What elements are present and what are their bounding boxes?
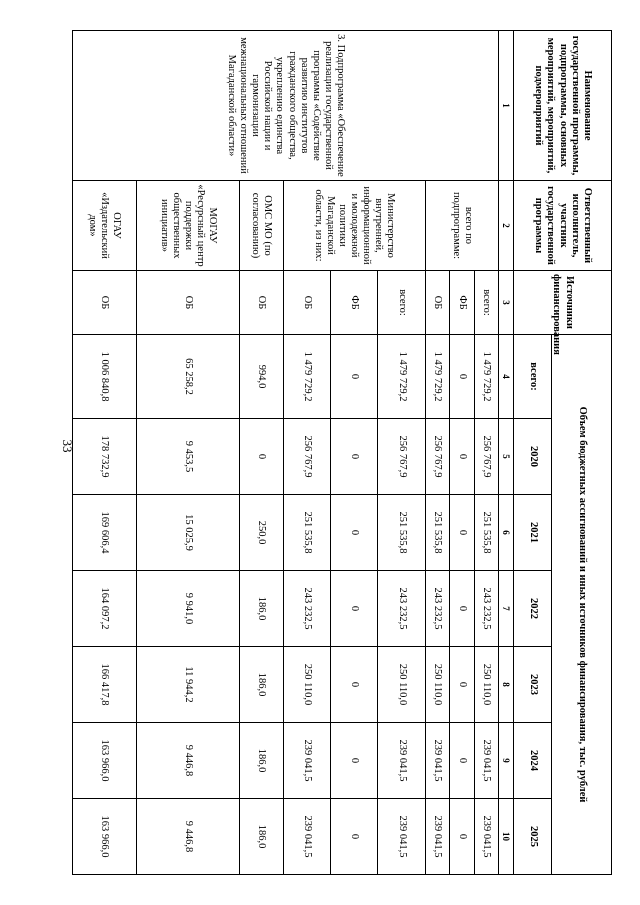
value-cell: 163 966,0 [73,799,137,875]
header-year-2023: 2023 [514,647,552,723]
value-cell: 0 [450,335,474,419]
value-cell: 243 232,5 [425,571,449,647]
column-number: 7 [499,571,514,647]
column-number: 3 [499,271,514,335]
value-cell: 0 [450,647,474,723]
source-cell: ОБ [73,271,137,335]
value-cell: 163 966,0 [73,723,137,799]
header-source: Источники финансирования [514,271,612,335]
value-cell: 186,0 [239,647,283,723]
executor-cell: ОГАУ «Издательский дом» [73,181,137,271]
header-year-total: всего: [514,335,552,419]
column-number: 9 [499,723,514,799]
value-cell: 166 417,8 [73,647,137,723]
value-cell: 0 [330,571,377,647]
value-cell: 65 258,2 [136,335,239,419]
value-cell: 9 446,8 [136,799,239,875]
value-cell: 250 110,0 [474,647,498,723]
value-cell: 239 041,5 [283,799,330,875]
value-cell: 1 006 840,8 [73,335,137,419]
header-year-2024: 2024 [514,723,552,799]
value-cell: 994,0 [239,335,283,419]
header-year-2022: 2022 [514,571,552,647]
value-cell: 256 767,9 [425,419,449,495]
value-cell: 251 535,8 [283,495,330,571]
source-cell: всего: [378,271,425,335]
value-cell: 243 232,5 [474,571,498,647]
value-cell: 239 041,5 [283,723,330,799]
value-cell: 239 041,5 [474,799,498,875]
value-cell: 251 535,8 [378,495,425,571]
value-cell: 1 479 729,2 [283,335,330,419]
source-cell: ФБ [330,271,377,335]
executor-cell: МОГАУ «Ресурсный центр поддержки общественных инициатив» [136,181,239,271]
value-cell: 9 446,8 [136,723,239,799]
value-cell: 239 041,5 [378,723,425,799]
header-year-2025: 2025 [514,799,552,875]
source-cell: ОБ [283,271,330,335]
value-cell: 169 606,4 [73,495,137,571]
page-number: 33 [60,439,75,453]
value-cell: 251 535,8 [425,495,449,571]
source-cell: ОБ [136,271,239,335]
value-cell: 0 [450,799,474,875]
column-number: 2 [499,181,514,271]
column-number: 4 [499,335,514,419]
header-funding-group: Объем бюджетных ассигнований и иных источников финансирования, тыс. рублей [552,335,612,875]
header-executor: Ответственный исполнитель, участник государственной программы [514,181,612,271]
column-number: 1 [499,31,514,181]
value-cell: 0 [330,335,377,419]
value-cell: 243 232,5 [283,571,330,647]
executor-cell: Министерство внутренней, информационной и молодежной политики Магаданской области, из них: [283,181,425,271]
value-cell: 178 732,9 [73,419,137,495]
value-cell: 1 479 729,2 [378,335,425,419]
value-cell: 0 [330,495,377,571]
header-year-2020: 2020 [514,419,552,495]
value-cell: 239 041,5 [474,723,498,799]
column-number: 8 [499,647,514,723]
value-cell: 0 [330,799,377,875]
header-name: Наименование государственной программы, подпрограммы, основных мероприятий, мероприятий, подмероприятий [514,31,612,181]
value-cell: 256 767,9 [378,419,425,495]
value-cell: 256 767,9 [283,419,330,495]
funding-table [72,30,612,875]
value-cell: 0 [450,571,474,647]
column-number: 6 [499,495,514,571]
value-cell: 250,0 [239,495,283,571]
source-cell: ОБ [425,271,449,335]
value-cell: 1 479 729,2 [425,335,449,419]
value-cell: 239 041,5 [378,799,425,875]
value-cell: 250 110,0 [378,647,425,723]
value-cell: 0 [330,723,377,799]
value-cell: 186,0 [239,571,283,647]
executor-cell: ОМС МО (по согласованию) [239,181,283,271]
value-cell: 9 453,5 [136,419,239,495]
source-cell: ФБ [450,271,474,335]
value-cell: 0 [239,419,283,495]
value-cell: 11 944,2 [136,647,239,723]
value-cell: 250 110,0 [425,647,449,723]
value-cell: 0 [330,647,377,723]
value-cell: 1 479 729,2 [474,335,498,419]
value-cell: 0 [330,419,377,495]
value-cell: 186,0 [239,723,283,799]
rotated-table-wrapper [72,30,612,874]
rotated-page-area [72,30,612,874]
value-cell: 0 [450,723,474,799]
header-year-2021: 2021 [514,495,552,571]
value-cell: 239 041,5 [425,799,449,875]
value-cell: 9 941,0 [136,571,239,647]
value-cell: 239 041,5 [425,723,449,799]
value-cell: 256 767,9 [474,419,498,495]
value-cell: 0 [450,495,474,571]
value-cell: 164 097,2 [73,571,137,647]
column-number: 5 [499,419,514,495]
table-row [474,31,498,875]
value-cell: 251 535,8 [474,495,498,571]
source-cell: всего: [474,271,498,335]
value-cell: 243 232,5 [378,571,425,647]
value-cell: 186,0 [239,799,283,875]
value-cell: 15 025,9 [136,495,239,571]
column-number: 10 [499,799,514,875]
executor-cell: всего по подпрограмме: [425,181,498,271]
value-cell: 0 [450,419,474,495]
value-cell: 250 110,0 [283,647,330,723]
program-name-cell: 3. Подпрограмма «Обеспечение реализации государственной программы «Содействие развитию институтов гражданского общества, укреплению единства Российской нации и гармонизации межнациональных отношений Магаданской области» [73,31,499,181]
source-cell: ОБ [239,271,283,335]
